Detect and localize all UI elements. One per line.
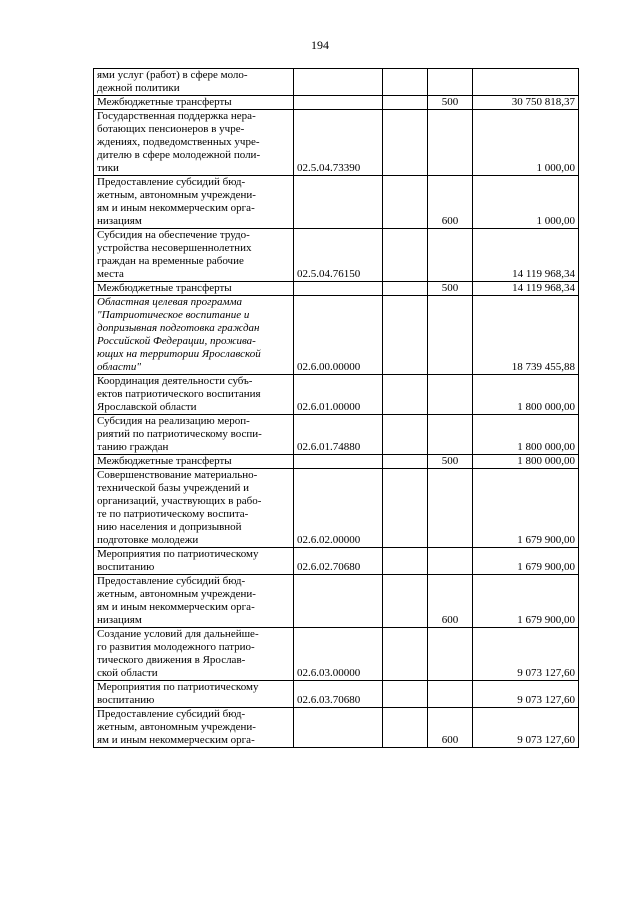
row-code: 02.5.04.73390 [294, 110, 383, 176]
page-number: 194 [311, 38, 329, 52]
row-empty-cell [383, 415, 428, 455]
row-type [428, 628, 473, 681]
row-code: 02.6.00.00000 [294, 296, 383, 375]
row-empty-cell [383, 375, 428, 415]
row-name: Предоставление субсидий бюд- жетным, автономным учреждени- ям и иным некоммерческим орга- низациям [94, 176, 294, 229]
row-code [294, 176, 383, 229]
row-amount: 9 073 127,60 [473, 681, 579, 708]
row-empty-cell [383, 575, 428, 628]
row-code: 02.6.01.74880 [294, 415, 383, 455]
row-empty-cell [383, 96, 428, 110]
row-code: 02.6.01.00000 [294, 375, 383, 415]
row-name: Мероприятия по патриотическому воспитанию [94, 548, 294, 575]
table-row [94, 455, 579, 469]
row-amount: 9 073 127,60 [473, 628, 579, 681]
row-empty-cell [383, 628, 428, 681]
row-empty-cell [383, 229, 428, 282]
row-empty-cell [383, 110, 428, 176]
row-name: ями услуг (работ) в сфере моло- дежной политики [94, 69, 294, 96]
table-row [94, 296, 579, 375]
row-type [428, 375, 473, 415]
row-code [294, 575, 383, 628]
row-code: 02.5.04.76150 [294, 229, 383, 282]
row-name: Межбюджетные трансферты [94, 455, 294, 469]
row-code: 02.6.02.00000 [294, 469, 383, 548]
row-code [294, 69, 383, 96]
row-empty-cell [383, 681, 428, 708]
row-code [294, 708, 383, 748]
row-type: 600 [428, 575, 473, 628]
row-name: Предоставление субсидий бюд- жетным, автономным учреждени- ям и иным некоммерческим орга- [94, 708, 294, 748]
budget-table [93, 68, 579, 748]
table-row [94, 69, 579, 96]
row-type [428, 548, 473, 575]
row-amount [473, 69, 579, 96]
table-row [94, 96, 579, 110]
row-type: 500 [428, 455, 473, 469]
row-name: Создание условий для дальнейше- го развития молодежного патрио- тического движения в Ярослав- ской области [94, 628, 294, 681]
row-amount: 1 800 000,00 [473, 455, 579, 469]
row-type: 500 [428, 282, 473, 296]
row-type [428, 469, 473, 548]
row-empty-cell [383, 469, 428, 548]
row-amount: 1 000,00 [473, 176, 579, 229]
row-empty-cell [383, 69, 428, 96]
row-name: Координация деятельности субъ- ектов патриотического воспитания Ярославской области [94, 375, 294, 415]
row-type: 600 [428, 708, 473, 748]
row-amount: 18 739 455,88 [473, 296, 579, 375]
row-type [428, 69, 473, 96]
row-type [428, 415, 473, 455]
table-row [94, 575, 579, 628]
table-row [94, 415, 579, 455]
row-name: Мероприятия по патриотическому воспитанию [94, 681, 294, 708]
table-row [94, 708, 579, 748]
row-name: Межбюджетные трансферты [94, 282, 294, 296]
row-amount: 1 800 000,00 [473, 415, 579, 455]
row-empty-cell [383, 548, 428, 575]
row-type: 600 [428, 176, 473, 229]
row-amount: 1 000,00 [473, 110, 579, 176]
table-row [94, 628, 579, 681]
row-empty-cell [383, 708, 428, 748]
row-amount: 1 800 000,00 [473, 375, 579, 415]
row-type [428, 110, 473, 176]
row-empty-cell [383, 455, 428, 469]
table-row [94, 176, 579, 229]
row-name: Государственная поддержка нера- ботающих пенсионеров в учре- ждениях, подведомственных учре- дителю в сфере молодежной поли- тики [94, 110, 294, 176]
table-row [94, 375, 579, 415]
row-code: 02.6.02.70680 [294, 548, 383, 575]
row-name: Межбюджетные трансферты [94, 96, 294, 110]
row-empty-cell [383, 282, 428, 296]
row-code: 02.6.03.70680 [294, 681, 383, 708]
row-type [428, 681, 473, 708]
row-amount: 14 119 968,34 [473, 229, 579, 282]
row-name: Областная целевая программа "Патриотическое воспитание и допризывная подготовка граждан Российской Федерации, прожива- ющих на территории Ярославской области" [94, 296, 294, 375]
table-row [94, 110, 579, 176]
table-row [94, 282, 579, 296]
row-amount: 1 679 900,00 [473, 548, 579, 575]
row-code [294, 96, 383, 110]
row-type: 500 [428, 96, 473, 110]
row-name: Совершенствование материально- технической базы учреждений и организаций, участвующих в рабо- те по патриотическому воспита- нию населения и допризывной подготовке молодежи [94, 469, 294, 548]
row-amount: 30 750 818,37 [473, 96, 579, 110]
row-name: Субсидия на реализацию мероп- риятий по патриотическому воспи- танию граждан [94, 415, 294, 455]
table-row [94, 469, 579, 548]
row-amount: 14 119 968,34 [473, 282, 579, 296]
row-code: 02.6.03.00000 [294, 628, 383, 681]
row-name: Субсидия на обеспечение трудо- устройства несовершеннолетних граждан на временные рабочие места [94, 229, 294, 282]
row-empty-cell [383, 176, 428, 229]
row-amount: 1 679 900,00 [473, 469, 579, 548]
row-amount: 1 679 900,00 [473, 575, 579, 628]
row-name: Предоставление субсидий бюд- жетным, автономным учреждени- ям и иным некоммерческим орга- низациям [94, 575, 294, 628]
row-type [428, 296, 473, 375]
row-empty-cell [383, 296, 428, 375]
row-type [428, 229, 473, 282]
row-code [294, 282, 383, 296]
table-row [94, 681, 579, 708]
table-row [94, 548, 579, 575]
row-amount: 9 073 127,60 [473, 708, 579, 748]
row-code [294, 455, 383, 469]
table-row [94, 229, 579, 282]
